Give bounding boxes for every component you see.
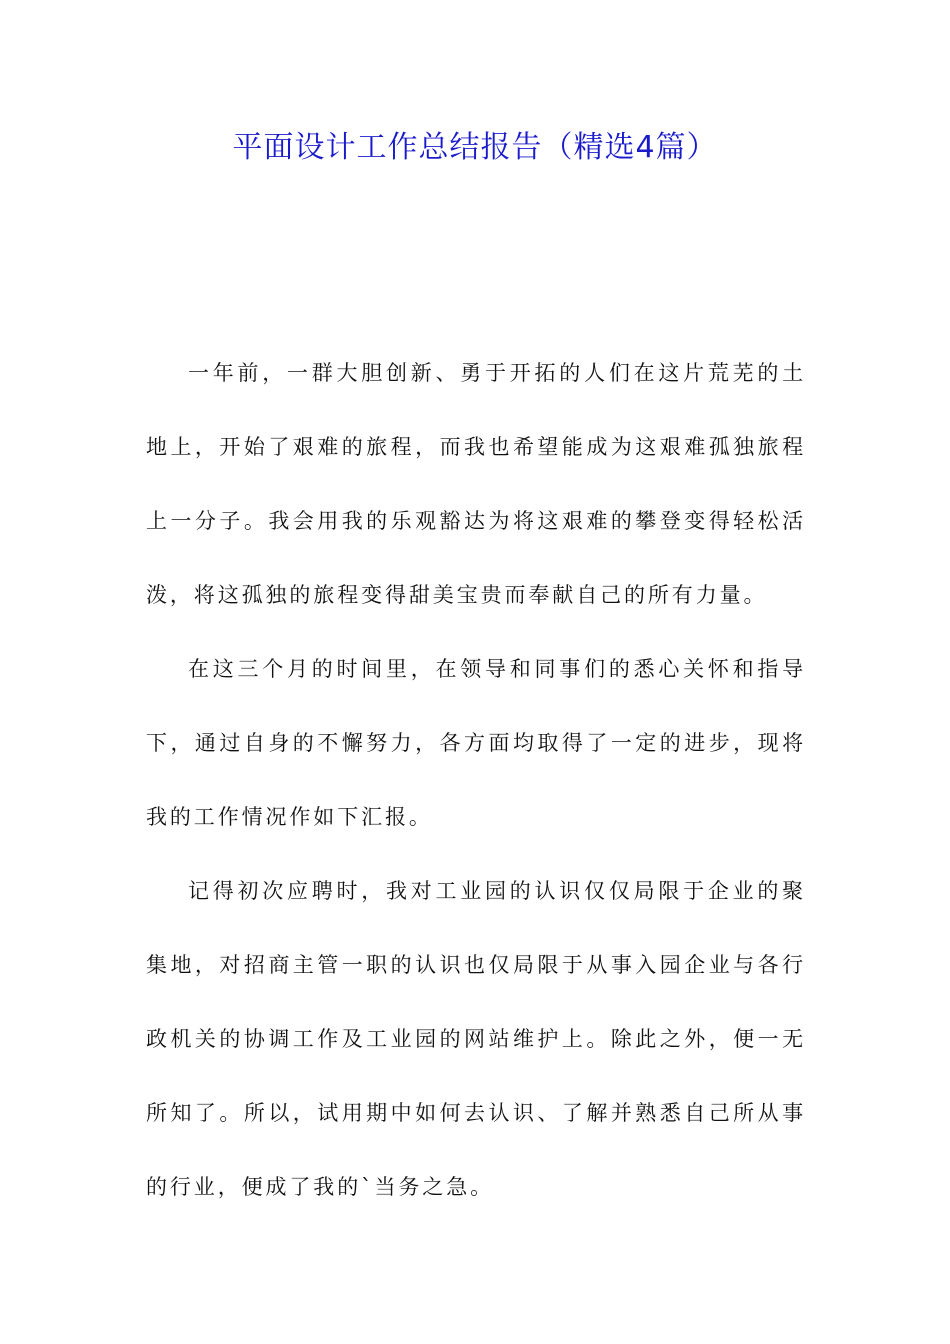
paragraph-3: 记得初次应聘时，我对工业园的认识仅仅局限于企业的聚集地，对招商主管一职的认识也仅局限于从事入园企业与各行政机关的协调工作及工业园的网站维护上。除此之外，便一无所知了。所以，试用期中如何去认识、了解并熟悉自己所从事的行业，便成了我的`当务之急。 — [146, 879, 806, 1199]
document-body — [146, 336, 806, 1224]
document-title: 平面设计工作总结报告（精选4篇） — [232, 130, 718, 165]
paragraph-2: 在这三个月的时间里，在领导和同事们的悉心关怀和指导下，通过自身的不懈努力，各方面均取得了一定的进步，现将我的工作情况作如下汇报。 — [146, 657, 806, 829]
paragraph-1: 一年前，一群大胆创新、勇于开拓的人们在这片荒芜的土地上，开始了艰难的旅程，而我也希望能成为这艰难孤独旅程上一分子。我会用我的乐观豁达为将这艰难的攀登变得轻松活泼，将这孤独的旅程变得甜美宝贵而奉献自己的所有力量。 — [146, 361, 806, 607]
